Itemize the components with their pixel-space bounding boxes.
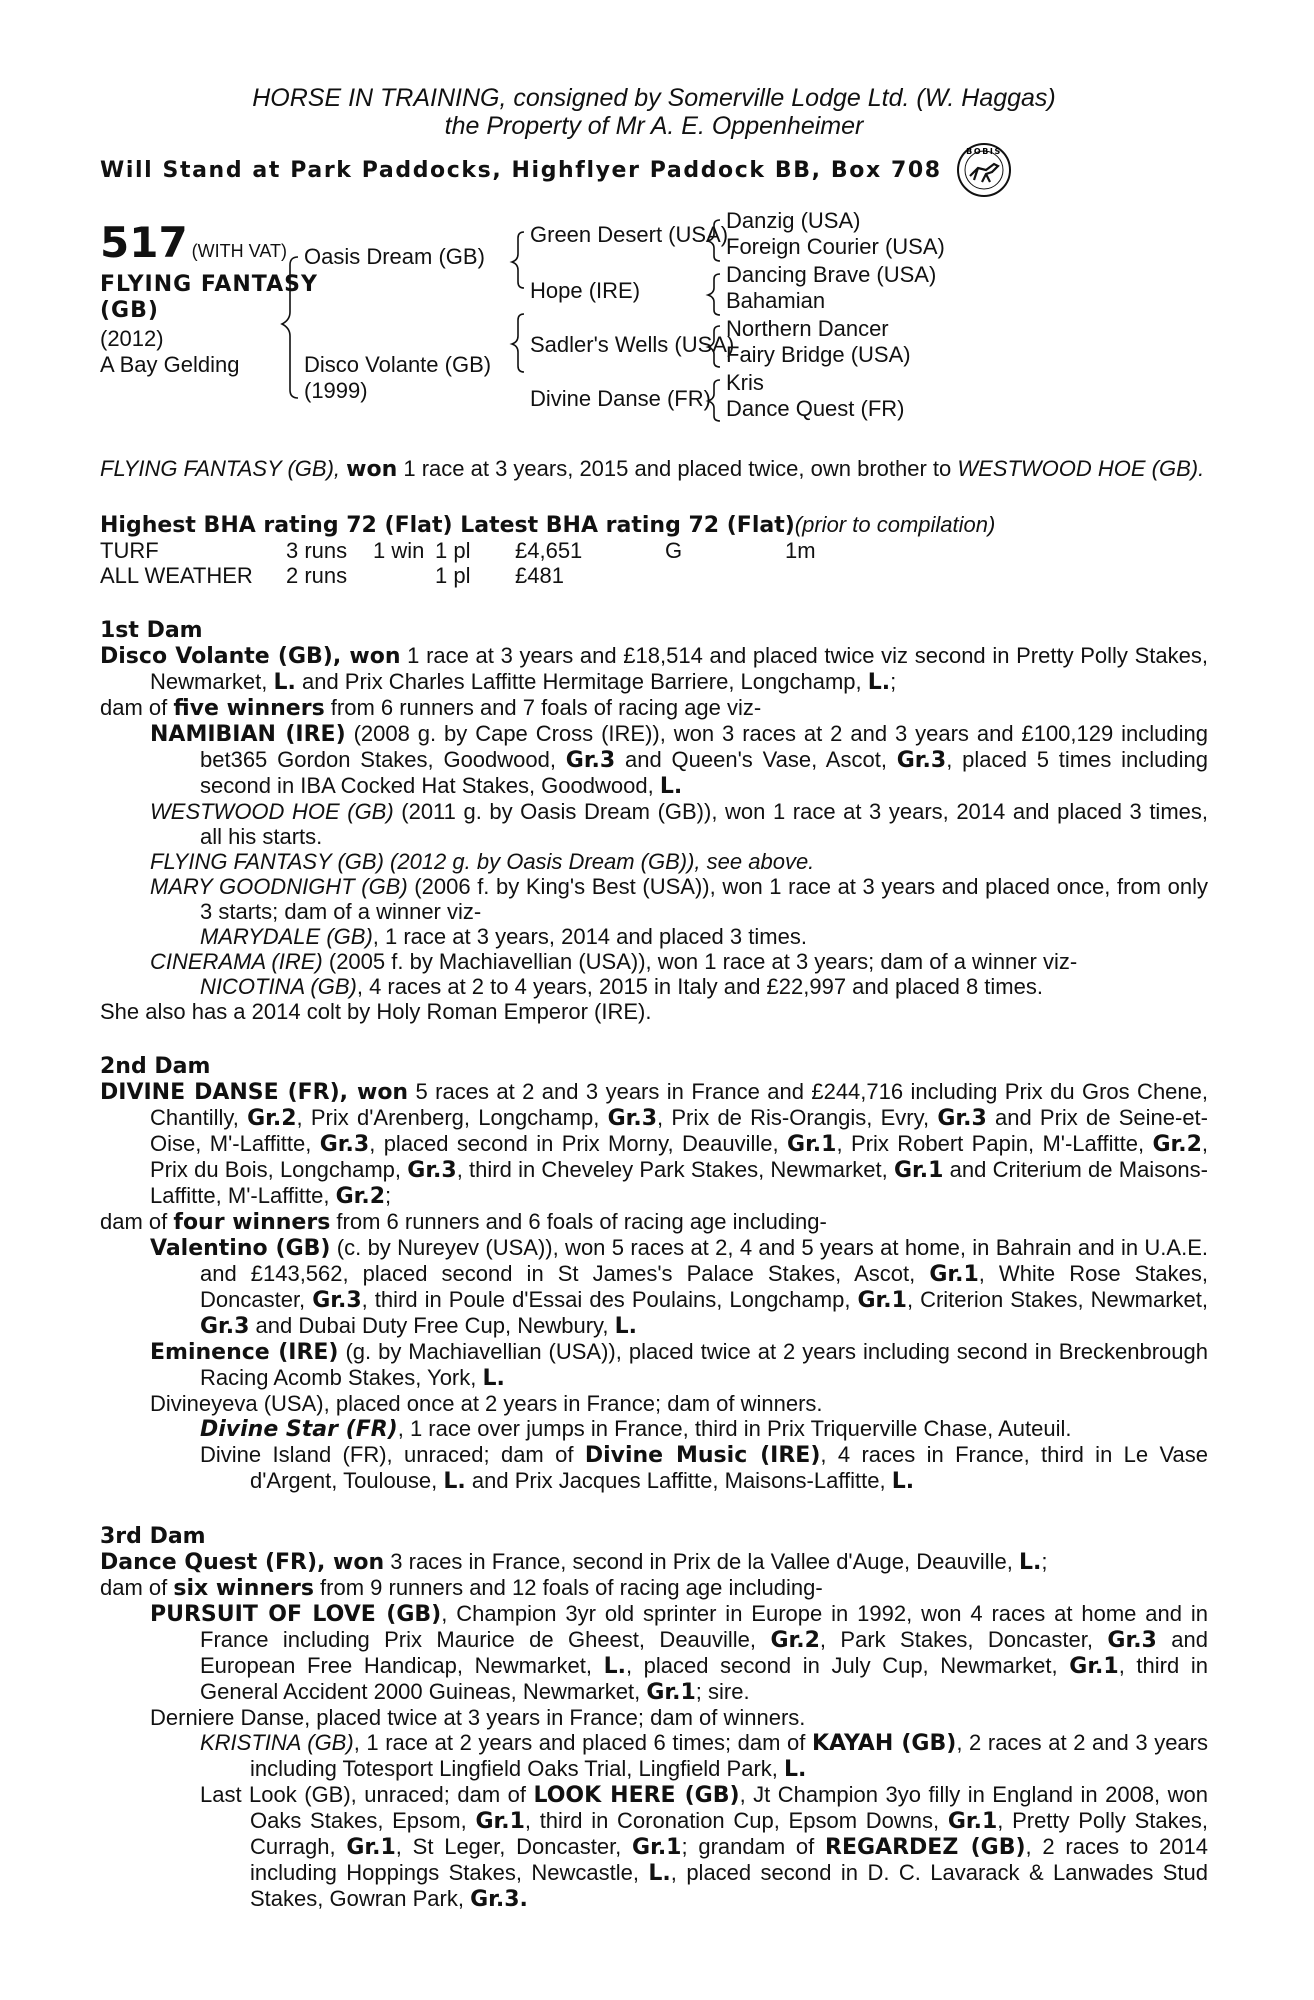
progeny-namibian xyxy=(100,721,1208,799)
text-run: 1 win xyxy=(373,538,425,563)
text-run: Gr.3 xyxy=(200,1314,250,1339)
text-run: Gr.1 xyxy=(929,1262,979,1287)
sire-dam-dam: Bahamian xyxy=(726,288,826,313)
text-run: MARY GOODNIGHT (GB) xyxy=(150,874,408,899)
text-run: , Pretty Polly Stakes, Curragh, xyxy=(250,1808,1209,1859)
catalogue-page xyxy=(100,84,1208,1912)
text-run: PURSUIT OF LOVE (GB) xyxy=(150,1602,442,1627)
text-run: , 4 races at 2 to 4 years, 2015 in Italy and £22,997 and placed 8 times. xyxy=(356,974,1043,999)
text-run: L. xyxy=(784,1757,807,1782)
text-run: Gr.3 xyxy=(607,1106,657,1131)
dam-dam-dam: Dance Quest (FR) xyxy=(726,396,905,421)
text-run: Gr.3 xyxy=(1107,1628,1157,1653)
text-run: Gr.2 xyxy=(335,1184,386,1209)
text-run: and Prix Charles Laffitte Hermitage Barriere, Longchamp, xyxy=(295,669,868,694)
dam-dam-sire: Kris xyxy=(726,370,764,395)
pedigree-block xyxy=(100,208,1208,456)
text-run: L. xyxy=(891,1469,915,1494)
lot-vat: (WITH VAT) xyxy=(191,241,287,261)
text-run: Gr.1 xyxy=(646,1680,696,1705)
text-run: and European Free Handicap, Newmarket, xyxy=(200,1627,1208,1678)
text-run: , Park Stakes, Doncaster, xyxy=(819,1627,1108,1652)
text-run: , third in Poule d'Essai des Poulains, Longchamp, xyxy=(361,1287,858,1312)
stand-line xyxy=(100,142,1208,198)
consignor-line: HORSE IN TRAINING, consigned by Somerville Lodge Ltd. (W. Haggas) xyxy=(252,84,1056,112)
text-run: L. xyxy=(482,1366,505,1391)
text-run: Gr.1 xyxy=(632,1835,682,1860)
first-dam-section xyxy=(100,618,1208,1024)
sire: Oasis Dream (GB) xyxy=(304,244,485,269)
text-run: (2005 f. by Machiavellian (USA)), won 1 race at 3 years; dam of a winner viz- xyxy=(322,949,1078,974)
text-run: WESTWOOD HOE (GB) xyxy=(150,799,394,824)
text-run: Gr.3 xyxy=(937,1106,987,1131)
text-run: Divine Star (FR) xyxy=(200,1417,398,1442)
second-dam-section xyxy=(100,1054,1208,1494)
text-run: , placed second in Prix Morny, Deauville, xyxy=(369,1131,788,1156)
text-run: won xyxy=(346,457,398,482)
text-run: , Prix Robert Papin, M'-Laffitte, xyxy=(836,1131,1153,1156)
text-run: ALL WEATHER xyxy=(100,563,253,588)
text-run: Divine Music (IRE) xyxy=(584,1443,821,1468)
horse-description: A Bay Gelding xyxy=(100,352,240,377)
text-run: , placed second in July Cup, Newmarket, xyxy=(625,1653,1070,1678)
progeny-divine-star xyxy=(100,1416,1208,1442)
text-run: 3 runs xyxy=(286,538,348,563)
text-run: , third in General Accident 2000 Guineas, Newmarket, xyxy=(200,1653,1208,1704)
text-run: 1 pl xyxy=(435,538,471,563)
text-run: , placed second in D. C. Lavarack & Lanwades Stud Stakes, Gowran Park, xyxy=(250,1860,1208,1911)
text-run: Gr.3 xyxy=(407,1158,457,1183)
progeny-mary-goodnight xyxy=(100,874,1208,924)
text-run: L. xyxy=(614,1314,638,1339)
text-run: Gr.1 xyxy=(857,1288,907,1313)
text-run: , 2 races at 2 and 3 years including Totesport Lingfield Oaks Trial, Lingfield Park, xyxy=(250,1730,1208,1781)
progeny-derniere-danse: Derniere Danse, placed twice at 3 years in France; dam of winners. xyxy=(150,1705,806,1730)
text-run: and Dubai Duty Free Cup, Newbury, xyxy=(249,1313,615,1338)
text-run: Gr.2 xyxy=(247,1106,297,1131)
sire-dam: Hope (IRE) xyxy=(530,278,641,303)
dam-sire-dam: Fairy Bridge (USA) xyxy=(726,342,911,367)
second-dam-heading: 2nd Dam xyxy=(100,1054,211,1079)
text-run: (c. by Nureyev (USA)), won 5 races at 2, 4 and 5 years at home, in Bahrain and in U.A.E. and £143,562, placed second in St James's Palace Stakes, Ascot, xyxy=(200,1235,1208,1286)
horse-name-country: (GB) xyxy=(100,298,159,323)
text-run: Last Look (GB), unraced; dam of xyxy=(200,1782,534,1807)
text-run: , Prix du Bois, Longchamp, xyxy=(150,1131,1209,1182)
text-run: ; xyxy=(385,1183,392,1208)
text-run: , placed 5 times including second in IBA Cocked Hat Stakes, Goodwood, xyxy=(200,747,1208,798)
progeny-flying-fantasy: FLYING FANTASY (GB) (2012 g. by Oasis Dream (GB)), see above. xyxy=(150,849,815,874)
text-run: , Criterion Stakes, Newmarket, xyxy=(906,1287,1209,1312)
text-run: Gr.1 xyxy=(787,1132,837,1157)
text-run: Gr.1 xyxy=(346,1835,396,1860)
third-dam-heading: 3rd Dam xyxy=(100,1524,206,1549)
text-run: ; xyxy=(890,669,897,694)
progeny-last-look xyxy=(100,1782,1208,1912)
ratings-row-all-weather xyxy=(100,563,1208,588)
text-run: (g. by Machiavellian (USA)), placed twice at 2 years including second in Breckenbrough Racing Acomb Stakes, York, xyxy=(200,1339,1208,1390)
text-run: L. xyxy=(648,1861,671,1886)
text-run: , 1 race at 3 years, 2014 and placed 3 times. xyxy=(372,924,807,949)
text-run: L. xyxy=(443,1469,466,1494)
text-run: DIVINE DANSE (FR), won xyxy=(100,1080,409,1105)
text-run: NICOTINA (GB) xyxy=(200,974,357,999)
text-run: six winners xyxy=(173,1576,314,1601)
text-run: 1 pl xyxy=(435,563,471,588)
text-run: MARYDALE (GB) xyxy=(200,924,373,949)
text-run: ; grandam of xyxy=(681,1834,826,1859)
text-run: and Prix de Seine-et-Oise, M'-Laffitte, xyxy=(150,1105,1208,1156)
sire-sire-sire: Danzig (USA) xyxy=(726,208,861,233)
text-run: Gr.1 xyxy=(894,1158,944,1183)
stand-text: Will Stand at Park Paddocks, Highflyer Paddock BB, Box 708 xyxy=(100,157,942,183)
text-run: REGARDEZ (GB) xyxy=(825,1835,1026,1860)
text-run: , 1 race at 2 years and placed 6 times; dam of xyxy=(353,1730,812,1755)
ratings-row-turf xyxy=(100,538,1208,563)
text-run: Gr.3 xyxy=(565,748,616,773)
text-run: dam of xyxy=(100,1209,174,1234)
intro-paragraph xyxy=(100,456,1208,482)
horse-name: FLYING FANTASY xyxy=(100,272,318,297)
text-run: L. xyxy=(1018,1550,1042,1575)
third-dam-section xyxy=(100,1524,1208,1912)
also-has-line: She also has a 2014 colt by Holy Roman Emperor (IRE). xyxy=(100,999,652,1024)
text-run: L. xyxy=(659,774,683,799)
dam: Disco Volante (GB) xyxy=(304,352,492,377)
dam-year: (1999) xyxy=(304,378,368,403)
text-run: dam of xyxy=(100,1575,174,1600)
progeny-kristina xyxy=(100,1730,1208,1782)
text-run: , Prix d'Arenberg, Longchamp, xyxy=(296,1105,608,1130)
text-run: 3 races in France, second in Prix de la Vallee d'Auge, Deauville, xyxy=(384,1549,1019,1574)
text-run: Gr.1 xyxy=(475,1809,525,1834)
text-run: NAMIBIAN (IRE) xyxy=(150,722,346,747)
text-run: , 1 race over jumps in France, third in Prix Triquerville Chase, Auteuil. xyxy=(397,1416,1072,1441)
horse-year: (2012) xyxy=(100,326,164,351)
lot-number-line xyxy=(100,218,287,267)
text-run: L. xyxy=(867,670,891,695)
text-run: Gr.3 xyxy=(896,748,947,773)
text-run: LOOK HERE (GB) xyxy=(533,1783,740,1808)
progeny-valentino xyxy=(100,1235,1208,1339)
text-run: 1 race at 3 years and £18,514 and placed twice viz second in Pretty Polly Stakes, Newmarket, xyxy=(150,643,1208,694)
progeny-eminence xyxy=(100,1339,1208,1391)
first-dam-heading: 1st Dam xyxy=(100,618,203,643)
text-run: Eminence (IRE) xyxy=(150,1340,339,1365)
text-run: (2006 f. by King's Best (USA)), won 1 race at 3 years and placed once, from only 3 starts; dam of a winner viz- xyxy=(200,874,1208,924)
ratings-note: (prior to compilation) xyxy=(794,512,996,537)
text-run: 1m xyxy=(785,538,816,563)
text-run: 2 runs xyxy=(286,563,348,588)
progeny-pursuit-of-love xyxy=(100,1601,1208,1705)
text-run: L. xyxy=(273,670,296,695)
text-run: Gr.3 xyxy=(319,1132,370,1157)
text-run: and Queen's Vase, Ascot, xyxy=(615,747,897,772)
text-run: Gr.1 xyxy=(1069,1654,1119,1679)
text-run: , White Rose Stakes, Doncaster, xyxy=(200,1261,1208,1312)
progeny-divine-island xyxy=(100,1442,1208,1494)
text-run: Gr.1 xyxy=(947,1809,998,1834)
progeny-nicotina xyxy=(100,974,1208,999)
text-run: G xyxy=(665,538,683,563)
dam-dam: Divine Danse (FR) xyxy=(530,386,711,411)
text-run: Gr.2 xyxy=(770,1628,820,1653)
text-run: Valentino (GB) xyxy=(150,1236,331,1261)
text-run: WESTWOOD HOE (GB). xyxy=(957,456,1205,481)
text-run: L. xyxy=(603,1654,626,1679)
lot-number: 517 xyxy=(100,218,188,267)
text-run: ; sire. xyxy=(695,1679,750,1704)
text-run: Divine Island (FR), unraced; dam of xyxy=(200,1442,585,1467)
text-run: Disco Volante (GB), won xyxy=(100,644,401,669)
text-run: , St Leger, Doncaster, xyxy=(395,1834,633,1859)
text-run: , third in Coronation Cup, Epsom Downs, xyxy=(524,1808,948,1833)
progeny-cinerama xyxy=(100,949,1208,974)
text-run: Dance Quest (FR), won xyxy=(100,1550,385,1575)
text-run: , third in Cheveley Park Stakes, Newmarket, xyxy=(456,1157,894,1182)
progeny-divineyeva: Divineyeva (USA), placed once at 2 years in France; dam of winners. xyxy=(150,1391,823,1416)
ratings-section xyxy=(100,512,1208,588)
text-run: (2008 g. by Cape Cross (IRE)), won 3 races at 2 and 3 years and £100,129 including bet365 Gordon Stakes, Goodwood, xyxy=(200,721,1208,772)
text-run: from 9 runners and 12 foals of racing age including- xyxy=(313,1575,823,1600)
text-run: CINERAMA (IRE) xyxy=(150,949,323,974)
text-run: Gr.3 xyxy=(312,1288,362,1313)
sire-dam-sire: Dancing Brave (USA) xyxy=(726,262,937,287)
dam-sire-sire: Northern Dancer xyxy=(726,316,889,341)
text-run: dam of xyxy=(100,695,174,720)
sire-sire-dam: Foreign Courier (USA) xyxy=(726,234,945,259)
text-run: TURF xyxy=(100,538,159,563)
text-run: five winners xyxy=(173,696,325,721)
text-run: and Criterium de Maisons-Laffitte, M'-Laffitte, xyxy=(150,1157,1208,1208)
text-run: Gr.2 xyxy=(1152,1132,1202,1157)
dam-sire: Sadler's Wells (USA) xyxy=(530,332,735,357)
text-run: (2011 g. by Oasis Dream (GB)), won 1 race at 3 years, 2014 and placed 3 times, all his starts. xyxy=(200,799,1208,849)
text-run: FLYING FANTASY (GB), xyxy=(100,456,341,481)
text-run: , Champion 3yr old sprinter in Europe in 1992, won 4 races at home and in France including Prix Maurice de Gheest, Deauville, xyxy=(200,1601,1208,1652)
text-run: , 2 races to 2014 including Hoppings Stakes, Newcastle, xyxy=(250,1834,1208,1885)
text-run: , Prix de Ris-Orangis, Evry, xyxy=(657,1105,938,1130)
text-run: £4,651 xyxy=(515,538,583,563)
property-line: the Property of Mr A. E. Oppenheimer xyxy=(444,112,864,140)
text-run: from 6 runners and 6 foals of racing age including- xyxy=(330,1209,827,1234)
text-run: 5 races at 2 and 3 years in France and £244,716 including Prix du Gros Chene, Chantilly, xyxy=(150,1079,1209,1130)
text-run: Gr.3. xyxy=(470,1887,528,1912)
text-run: four winners xyxy=(173,1210,331,1235)
text-run: 1 race at 3 years, 2015 and placed twice, own brother to xyxy=(397,456,958,481)
text-run: from 6 runners and 7 foals of racing age viz- xyxy=(324,695,762,720)
text-run: KRISTINA (GB) xyxy=(200,1730,354,1755)
text-run: , 4 races in France, third in Le Vase d'Argent, Toulouse, xyxy=(250,1442,1208,1493)
text-run: KAYAH (GB) xyxy=(812,1731,957,1756)
text-run: £481 xyxy=(515,563,564,588)
text-run: and Prix Jacques Laffitte, Maisons-Laffitte, xyxy=(465,1468,892,1493)
progeny-marydale xyxy=(100,924,1208,949)
sire-sire: Green Desert (USA) xyxy=(530,222,729,247)
text-run: ; xyxy=(1041,1549,1048,1574)
bobis-seal-icon xyxy=(956,142,1012,198)
seal-text: BOBIS xyxy=(965,147,1002,156)
progeny-westwood-hoe xyxy=(100,799,1208,849)
text-run: , Jt Champion 3yo filly in England in 2008, won Oaks Stakes, Epsom, xyxy=(250,1782,1209,1833)
ratings-heading: Highest BHA rating 72 (Flat) Latest BHA rating 72 (Flat) xyxy=(100,513,795,538)
